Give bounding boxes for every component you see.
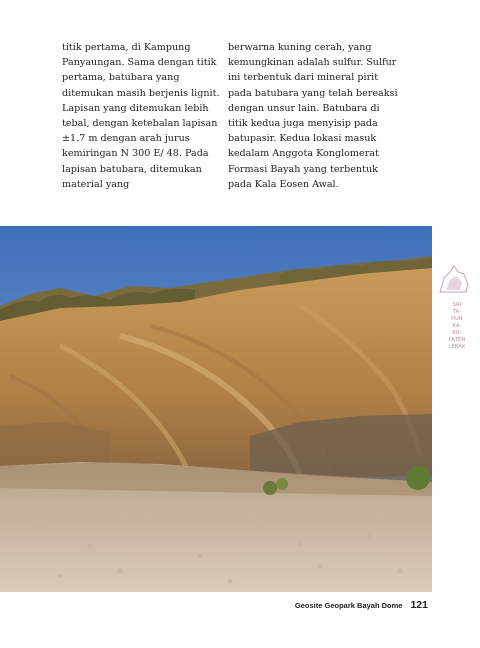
rock-outcrop-photo: [0, 226, 432, 592]
page-number: 121: [410, 599, 428, 611]
side-tab-line: PATEN: [448, 337, 466, 343]
text-column-right: [228, 40, 398, 192]
body-paragraph-right: berwarna kuning cerah, yang kemungkinan adalah sulfur. Sulfur ini terbentuk dari mineral pirit pada batubara yang telah bereaksi dengan unsur lain. Batubara di titik kedua juga menyisip pada batupasir. Kedua lokasi masuk kedalam Anggota Konglomerat Formasi Bayah yang terbentuk pada Kala Eosen Awal.: [228, 42, 398, 190]
page-footer: [295, 599, 428, 611]
side-tab-line: SRI: [452, 302, 462, 308]
footer-title: Geosite Geopark Bayah Dome: [294, 601, 403, 610]
side-tab-line: TA-: [452, 309, 462, 315]
side-tab-label: [440, 302, 474, 351]
text-column-left: [62, 40, 232, 192]
side-tab-line: LEBAK: [448, 344, 466, 350]
district-emblem-icon: [436, 262, 472, 298]
side-tab-line: KA-: [452, 323, 462, 329]
side-tab-line: HUN: [451, 316, 463, 322]
side-tab-line: BU-: [452, 330, 462, 336]
body-paragraph-left: titik pertama, di Kampung Panyaungan. Sama dengan titik pertama, batubara yang ditemukan masih berjenis lignit. Lapisan yang ditemukan lebih tebal, dengan ketebalan lapisan ±1.7 m dengan arah jurus kemiringan N 300 E/ 48. Pada lapisan batubara, ditemukan material yang: [62, 42, 220, 190]
